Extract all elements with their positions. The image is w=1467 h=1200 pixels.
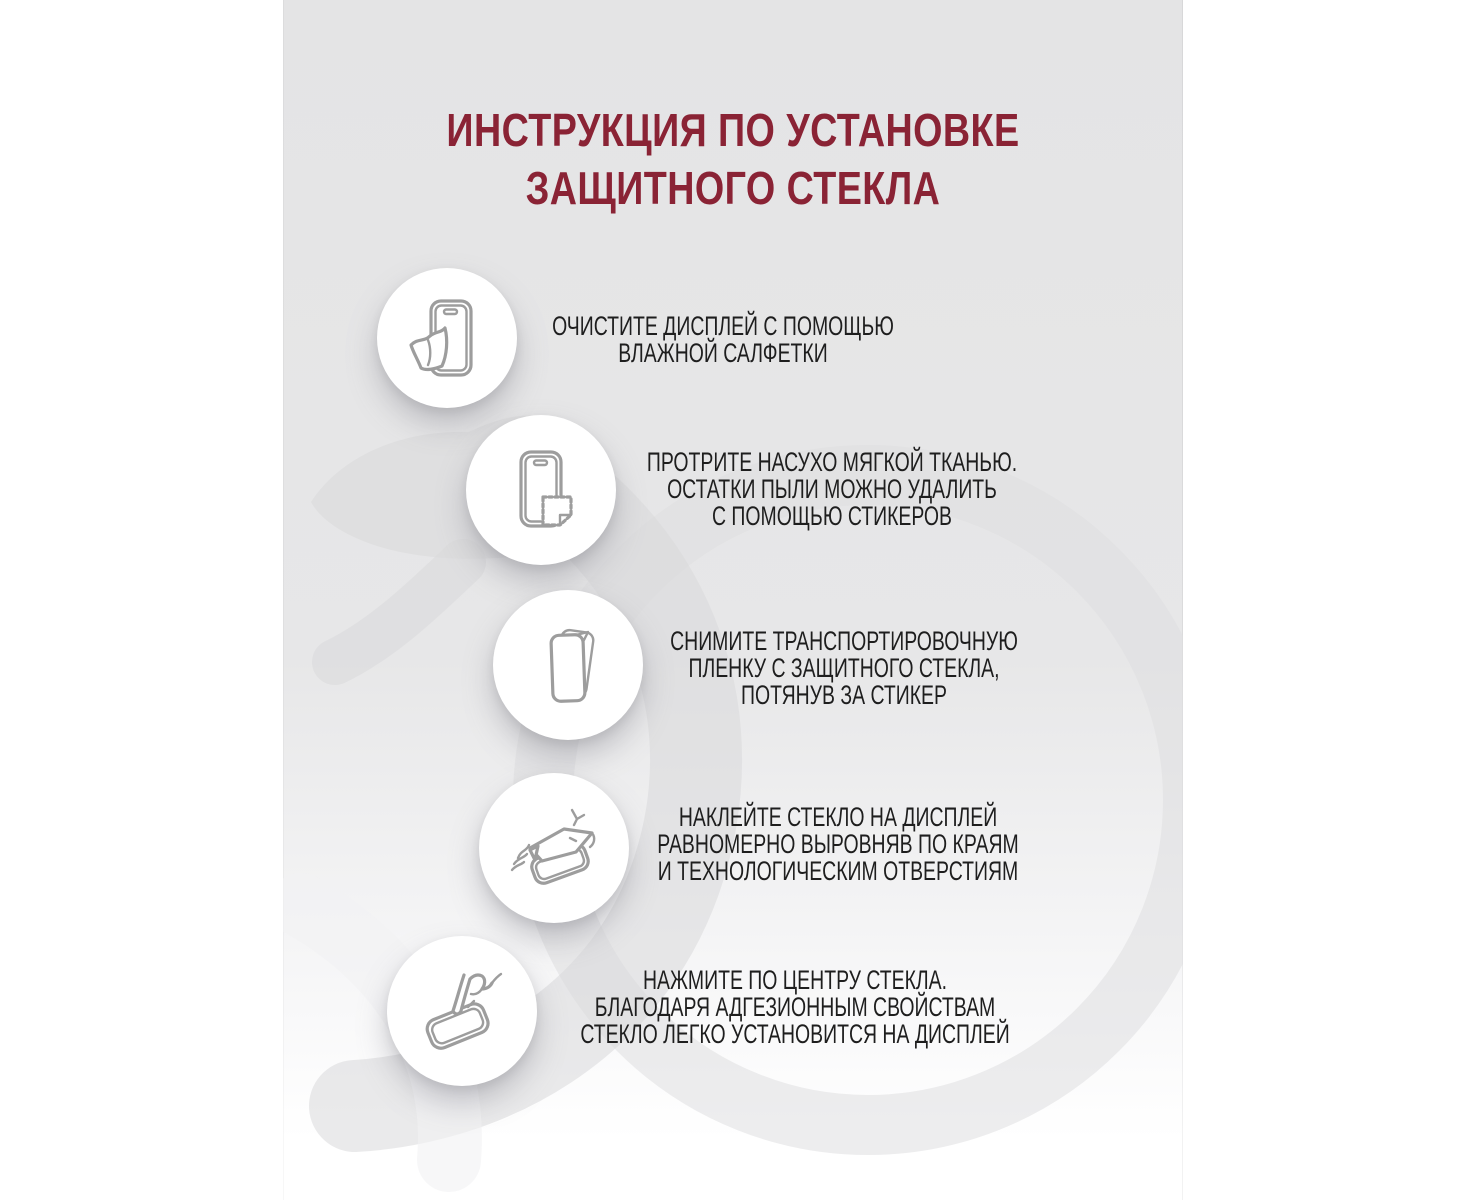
step-4-line-2: РАВНОМЕРНО ВЫРОВНЯВ ПО КРАЯМ <box>657 829 1019 859</box>
title-line-2: ЗАЩИТНОГО СТЕКЛА <box>525 162 941 214</box>
step-5-line-1: НАЖМИТЕ ПО ЦЕНТРУ СТЕКЛА. <box>642 965 948 995</box>
step-5-line-3: СТЕКЛО ЛЕГКО УСТАНОВИТСЯ НА ДИСПЛЕЙ <box>580 1019 1010 1049</box>
step-1-line-2: ВЛАЖНОЙ САЛФЕТКИ <box>618 338 828 368</box>
page-title <box>364 101 1102 217</box>
step-3-text <box>606 628 1081 709</box>
step-3-line-2: ПЛЕНКУ С ЗАЩИТНОГО СТЕКЛА, <box>688 653 1000 683</box>
align-glass-on-display-icon <box>504 798 604 898</box>
step-2-line-1: ПРОТРИТЕ НАСУХО МЯГКОЙ ТКАНЬЮ. <box>646 447 1018 477</box>
peel-transport-film-icon <box>518 615 618 715</box>
phone-wet-wipe-icon <box>397 288 497 388</box>
step-4-line-3: И ТЕХНОЛОГИЧЕСКИМ ОТВЕРСТИЯМ <box>657 856 1019 886</box>
step-3-line-1: СНИМИТЕ ТРАНСПОРТИРОВОЧНУЮ <box>670 626 1018 656</box>
step-3-line-3: ПОТЯНУВ ЗА СТИКЕР <box>741 680 947 710</box>
step-4-text <box>600 804 1075 885</box>
title-line-1: ИНСТРУКЦИЯ ПО УСТАНОВКЕ <box>446 104 1020 156</box>
instruction-panel <box>283 0 1183 1200</box>
step-1-line-1: ОЧИСТИТЕ ДИСПЛЕЙ С ПОМОЩЬЮ <box>552 311 894 341</box>
phone-dust-sticker-icon <box>491 440 591 540</box>
step-5-text <box>557 967 1032 1048</box>
step-2-line-3: С ПОМОЩЬЮ СТИКЕРОВ <box>711 501 953 531</box>
step-4-line-1: НАКЛЕЙТЕ СТЕКЛО НА ДИСПЛЕЙ <box>678 802 998 832</box>
step-2-text <box>594 449 1069 530</box>
step-1-text <box>485 313 960 367</box>
step-5-line-2: БЛАГОДАРЯ АДГЕЗИОННЫМ СВОЙСТВАМ <box>594 992 996 1022</box>
step-5-icon-circle <box>387 936 537 1086</box>
instruction-content <box>283 0 1183 1200</box>
step-2-line-2: ОСТАТКИ ПЫЛИ МОЖНО УДАЛИТЬ <box>667 474 997 504</box>
press-glass-center-icon <box>412 961 512 1061</box>
